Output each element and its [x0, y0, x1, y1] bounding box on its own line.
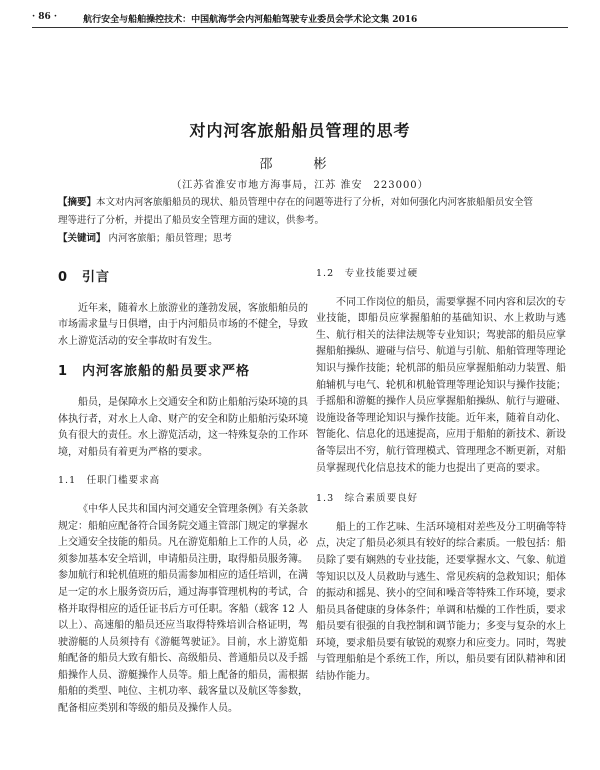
paragraph: 近年来，随着水上旅游业的蓬勃发展，客旅船舶员的市场需求量与日俱增，由于内河船员市场的不健全，导致水上游览活动的安全事故时有发生。 [58, 302, 308, 347]
subsection-heading-1-2: 1.2 专业技能要过硬 [316, 268, 419, 279]
subsection-heading-1-3: 1.3 综合素质要良好 [316, 493, 419, 505]
right-column [316, 262, 566, 686]
paper-author: 邵 彬 [259, 157, 341, 172]
section-heading-1: 1 内河客旅船的船员要求严格 [58, 364, 251, 380]
left-column [58, 262, 308, 718]
abstract-label: 【摘要】 [58, 197, 97, 208]
section-heading-introduction: 0 引言 [58, 270, 111, 285]
keywords-label: 【关键词】 [58, 233, 106, 244]
paragraph: 《中华人民共和国内河交通安全管理条例》有关条款规定：船舶应配备符合国务院交通主管部门规定的掌握水上交通安全技能的船员。凡在游览船舶上工作的人员，必须参加基本安全培训，申请船员注册，取得船员服务簿。参加航行和轮机值班的船员需参加相应的适任培训，在满足一定的水上服务资历后，通过海事管理机构的考试，合格并取得相应的适任证书后方可任职。客船（载客 12 人以上）、高速船的船员还应当取得特殊培训合格证明，驾驶游艇的人员须持有《游艇驾驶证》。目前，水上游览船舶配备的船员大致有船长、高级船员、普通船员以及手摇船操作人员、游艇操作人员等。船上配备的船员，需根据船舶的类型、吨位、主机功率、载客量以及航区等参数，配备相应类别和等级的船员及操作人员。 [58, 503, 308, 715]
paragraph: 船员，是保障水上交通安全和防止船舶污染环境的具体执行者，对水上人命、财产的安全和防止船舶污染环境负有很大的责任。水上游览活动，这一特殊复杂的工作环境，对船员有着更为严格的要求。 [58, 396, 308, 458]
keywords-text: 内河客旅船；船员管理；思考 [108, 233, 233, 244]
header-rule [32, 27, 568, 28]
running-header [32, 12, 568, 25]
paper-affiliation: （江苏省淮安市地方海事局，江苏 淮安 223000） [171, 180, 429, 191]
subsection-heading-1-1: 1.1 任职门槛要求高 [58, 475, 161, 487]
paper-title: 对内河客旅船船员管理的思考 [189, 121, 411, 140]
keywords [58, 230, 542, 248]
page-number: · 86 · [32, 12, 58, 22]
journal-title: 航行安全与船舶操控技术：中国航海学会内河船舶驾驶专业委员会学术论文集 2016 [83, 15, 418, 25]
abstract [58, 194, 542, 230]
abstract-text: 本文对内河客旅船船员的现状、船员管理中存在的问题等进行了分析，对如何强化内河客旅船船员安全管理等进行了分析，并提出了船员安全管理方面的建议，供参考。 [58, 197, 534, 226]
paragraph: 船上的工作艺味、生活环境相对差些及分工明确等特点，决定了船员必须具有较好的综合素质。一般包括：船员除了要有娴熟的专业技能，还要掌握水文、气象、航道等知识以及人员救助与逃生、常见疾病的急救知识；船体的振动和摇晃、狭小的空间和噪音等特殊工作环境，要求船员具备健康的身体条件；单调和枯燥的工作性质，要求船员要有很强的自我控制和调节能力；多变与复杂的水上环境，要求船员要有敏锐的观察力和应变力。同时，驾驶与管理船舶是个系统工作，所以，船员要有团队精神和团结协作能力。 [316, 521, 566, 683]
paragraph: 不同工作岗位的船员，需要掌握不同内容和层次的专业技能，即船员应掌握船舶的基础知识、水上救助与逃生、航行相关的法律法规等专业知识；驾驶部的船员应掌握船舶操纵、避碰与信号、航道与引航、船舶管理等理论知识与操作技能；轮机部的船员应掌握船舶动力装置、船舶辅机与电气、轮机和机舱管理等理论知识与操作技能；手摇船和游艇的操作人员应掌握船舶操纵、航行与避碰、设施设备等理论知识与操作技能。近年来，随着自动化、智能化、信息化的迅速提高，应用于船舶的新技术、新设备等层出不穷，航行管理模式、管理理念不断更新，对船员掌握现代化信息技术的能力也提出了更高的要求。 [316, 296, 566, 474]
